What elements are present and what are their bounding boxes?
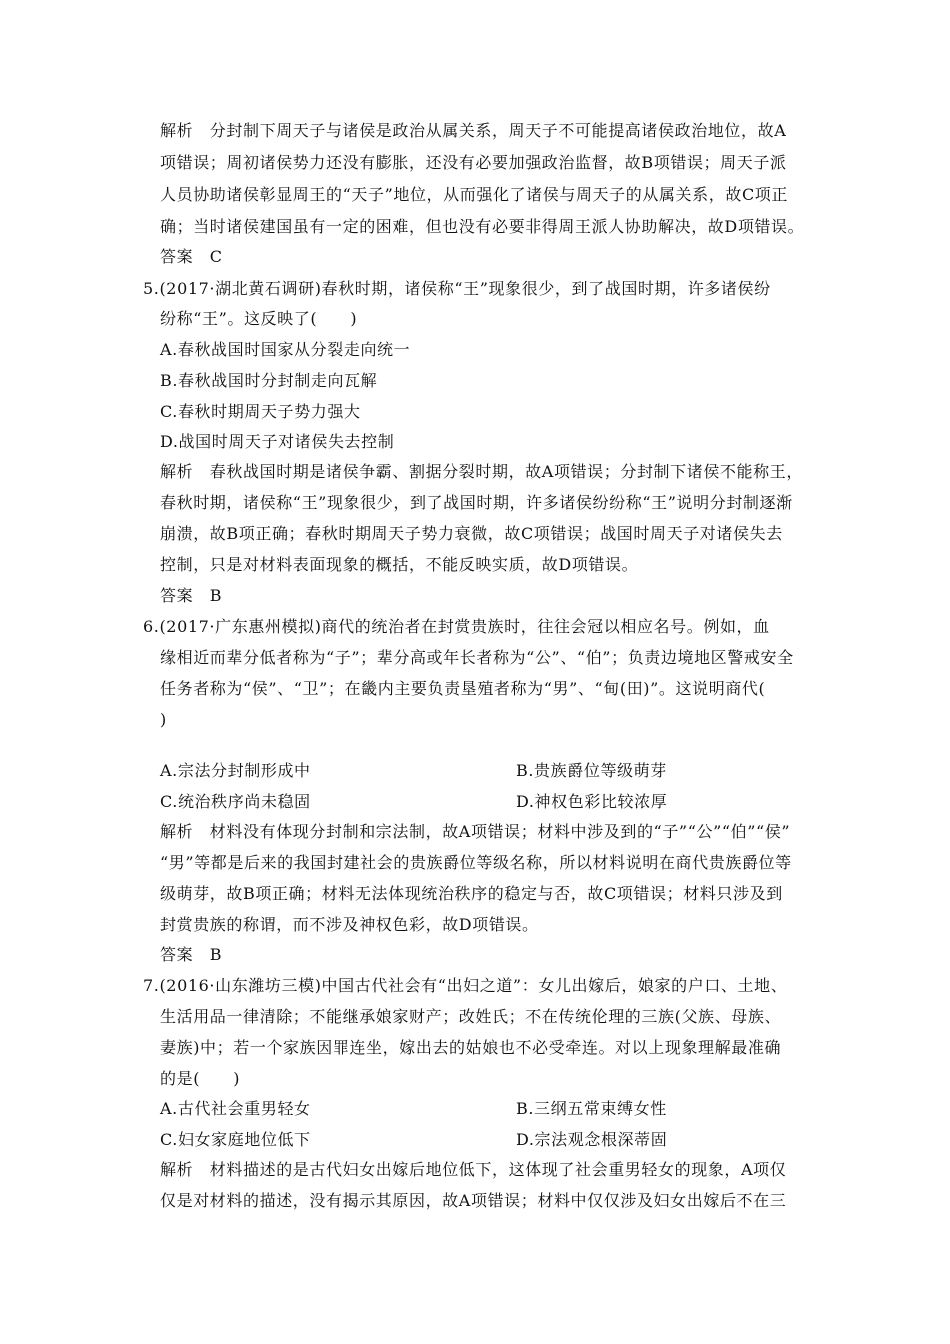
q6-option-b: B.贵族爵位等级萌芽 [516,761,667,780]
q5-option-b: B.春秋战国时分封制走向瓦解 [160,371,378,390]
q6-stem-line-3: 任务者称为“侯”、“卫”；在畿内主要负责垦殖者称为“男”、“甸(田)”。这说明商代( [160,679,766,698]
q5-option-a: A.春秋战国时国家从分裂走向统一 [160,340,411,359]
q6-option-c: C.统治秩序尚未稳固 [160,792,311,811]
q6-analysis-line-3: 级萌芽，故B项正确；材料无法体现统治秩序的稳定与否，故C项错误；材料只涉及到 [160,884,783,903]
q7-option-c: C.妇女家庭地位低下 [160,1130,311,1149]
q5-stem-line-2: 纷称“王”。这反映了( ) [160,309,358,328]
q5-stem-line-1: 5.(2017·湖北黄石调研)春秋时期，诸侯称“王”现象很少，到了战国时期，许多诸侯纷 [143,279,771,298]
q6-analysis-line-4: 封赏贵族的称谓，而不涉及神权色彩，故D项错误。 [160,915,539,934]
q4-analysis-line-3: 人员协助诸侯彰显周王的“天子”地位，从而强化了诸侯与周天子的从属关系，故C项正 [160,185,789,204]
q7-option-a: A.古代社会重男轻女 [160,1099,311,1118]
q5-answer: 答案 B [160,586,223,605]
q7-analysis-line-1: 解析 材料描述的是古代妇女出嫁后地位低下，这体现了社会重男轻女的现象，A项仅 [160,1160,787,1179]
q6-analysis-line-2: “男”等都是后来的我国封建社会的贵族爵位等级名称，所以材料说明在商代贵族爵位等 [160,853,792,872]
q7-analysis-line-2: 仅是对材料的描述，没有揭示其原因，故A项错误；材料中仅仅涉及妇女出嫁后不在三 [160,1191,787,1210]
q7-stem-line-1: 7.(2016·山东潍坊三模)中国古代社会有“出妇之道”：女儿出嫁后，娘家的户口、土地、 [143,976,788,995]
q4-analysis-line-2: 项错误；周初诸侯势力还没有膨胀，还没有必要加强政治监督，故B项错误；周天子派 [160,153,787,172]
q4-answer: 答案 C [160,247,223,266]
q7-stem-line-4: 的是( ) [160,1069,241,1088]
q5-analysis-line-3: 崩溃，故B项正确；春秋时期周天子势力衰微，故C项错误；战国时周天子对诸侯失去 [160,524,783,543]
q6-answer: 答案 B [160,945,223,964]
q6-stem-line-2: 缘相近而辈分低者称为“子”；辈分高或年长者称为“公”、“伯”；负责边境地区警戒安全 [160,648,794,667]
q5-analysis-line-1: 解析 春秋战国时期是诸侯争霸、割据分裂时期，故A项错误；分封制下诸侯不能称王， [160,462,803,481]
q6-stem-line-1: 6.(2017·广东惠州模拟)商代的统治者在封赏贵族时，往往会冠以相应名号。例如，血 [143,617,770,636]
q7-option-b: B.三纲五常束缚女性 [516,1099,667,1118]
q4-analysis-line-4: 确；当时诸侯建国虽有一定的困难，但也没有必要非得周王派人协助解决，故D项错误。 [160,217,805,236]
q7-stem-line-2: 生活用品一律清除；不能继承娘家财产；改姓氏；不在传统伦理的三族(父族、母族、 [160,1007,782,1026]
q5-analysis-line-2: 春秋时期，诸侯称“王”现象很少，到了战国时期，许多诸侯纷纷称“王”说明分封制逐渐 [160,493,793,512]
q6-option-d: D.神权色彩比较浓厚 [516,792,668,811]
q6-analysis-line-1: 解析 材料没有体现分封制和宗法制，故A项错误；材料中涉及到的“子”“公”“伯”“侯” [160,822,791,841]
q7-stem-line-3: 妻族)中；若一个家族因罪连坐，嫁出去的姑娘也不必受牵连。对以上现象理解最准确 [160,1038,782,1057]
q4-analysis-line-1: 解析 分封制下周天子与诸侯是政治从属关系，周天子不可能提高诸侯政治地位，故A [160,121,787,140]
q7-option-d: D.宗法观念根深蒂固 [516,1130,668,1149]
q5-option-c: C.春秋时期周天子势力强大 [160,402,361,421]
q6-stem-line-4: ) [160,710,167,729]
q6-option-a: A.宗法分封制形成中 [160,761,311,780]
q5-option-d: D.战国时周天子对诸侯失去控制 [160,432,395,451]
q5-analysis-line-4: 控制，只是对材料表面现象的概括，不能反映实质，故D项错误。 [160,555,639,574]
